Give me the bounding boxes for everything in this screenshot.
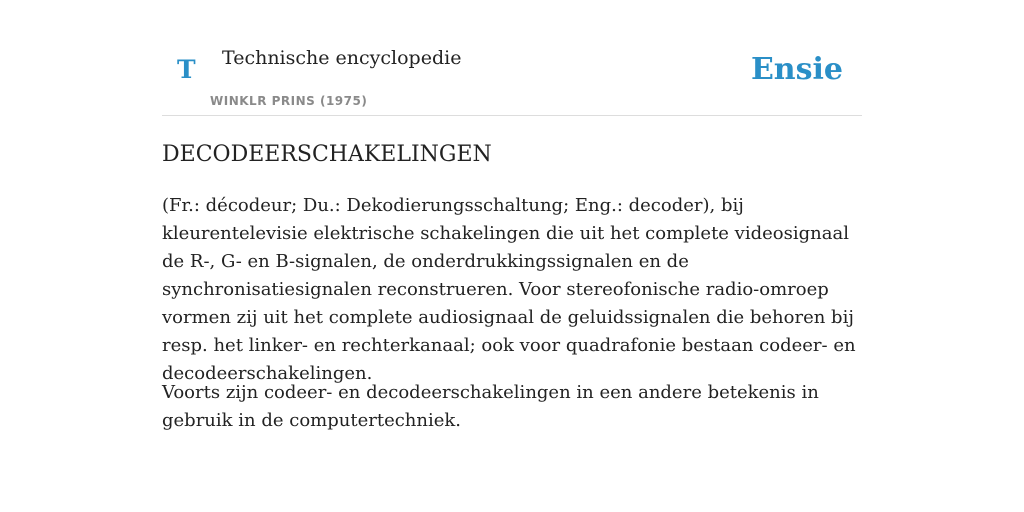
- ensie-logo-link[interactable]: Ensie: [750, 52, 843, 87]
- encyclopedia-title-link[interactable]: Technische encyclopedie: [222, 47, 462, 69]
- source-label: WINKLR PRINS (1975): [210, 94, 368, 108]
- page: [162, 0, 862, 431]
- header: [162, 0, 862, 116]
- entry-title: DECODEERSCHAKELINGEN: [162, 142, 492, 167]
- entry-paragraph: Voorts zijn codeer- en decodeerschakelingen in een andere betekenis in gebruik in de computertechniek.: [162, 382, 819, 431]
- encyclopedia-logo-icon[interactable]: T: [177, 55, 196, 84]
- entry-paragraph: (Fr.: décodeur; Du.: Dekodierungsschaltung; Eng.: decoder), bij kleurentelevisie elektrische schakelingen die uit het complete videosignaal de R-, G- en B-signalen, de onderdrukkingssignalen en de synchronisatiesignalen reconstrueren. Voor stereofonische radio-omroep vormen zij uit het complete audiosignaal de geluidssignalen die behoren bij resp. het linker- en rechterkanaal; ook voor quadrafonie bestaan codeer- en decodeerschakelingen.: [162, 195, 856, 384]
